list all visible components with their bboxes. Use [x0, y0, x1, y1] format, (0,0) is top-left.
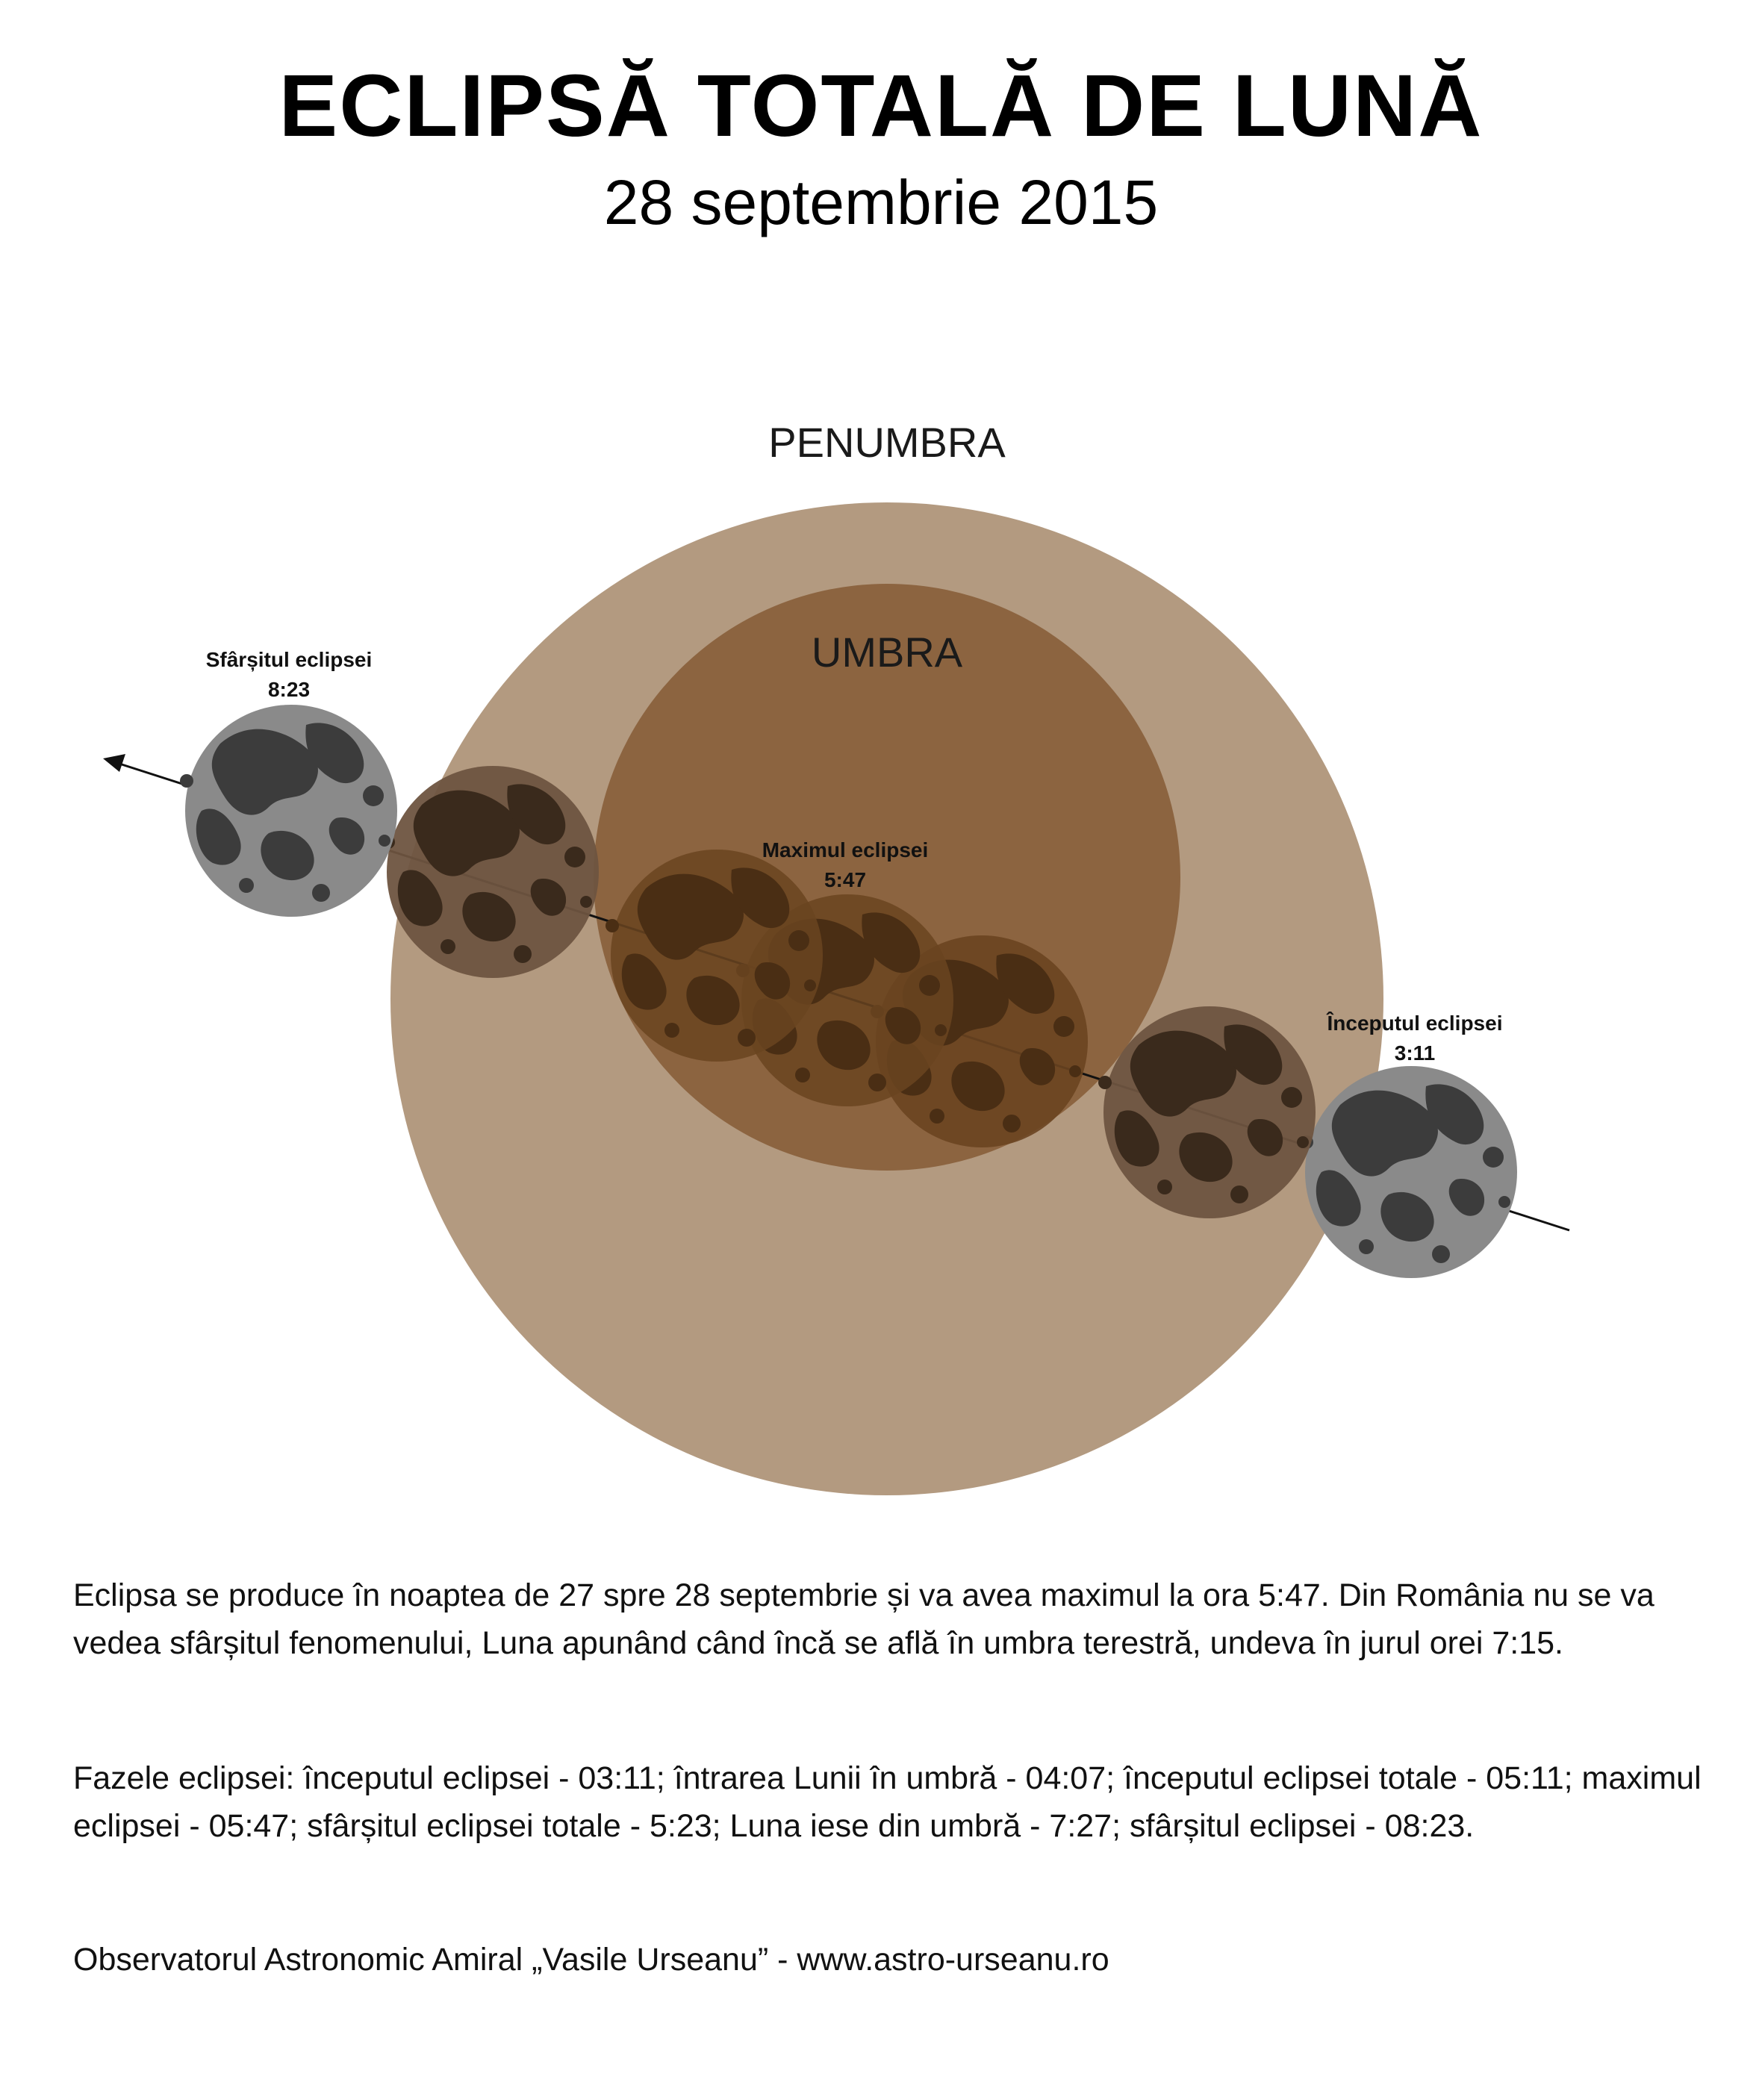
page-subtitle: 28 septembrie 2015 — [603, 167, 1159, 237]
phases-paragraph: Fazele eclipsei: începutul eclipsei - 03:11; întrarea Lunii în umbră - 04:07; începutul eclipsei totale - 05:11; maximul eclipsei - 05:47; sfârșitul eclipsei totale - 5:23; Luna iese din umbră - 7:27; sfârșitul eclipsei - 08:23. — [73, 1760, 1702, 1844]
maximum-label-time: 5:47 — [824, 868, 867, 891]
description-paragraph: Eclipsa se produce în noaptea de 27 spre 28 septembrie și va avea maximul la ora 5:47. Din România nu se va vedea sfârșitul fenomenului, Luna apunând când încă se află în umbra terestră, undeva în jurul orei 7:15. — [73, 1577, 1654, 1661]
page-title: ECLIPSĂ TOTALĂ DE LUNĂ — [278, 57, 1484, 155]
path-arrowhead — [103, 754, 125, 772]
end-label-time: 8:23 — [267, 678, 311, 701]
end-label-name: Sfârșitul eclipsei — [205, 648, 373, 671]
begin-label-time: 3:11 — [1394, 1041, 1436, 1065]
footer-credit: Observatorul Astronomic Amiral „Vasile Urseanu” - www.astro-urseanu.ro — [73, 1942, 1109, 1978]
umbra-label: UMBRA — [811, 629, 963, 676]
moon-end — [180, 705, 397, 917]
penumbra-label: PENUMBRA — [768, 419, 1006, 466]
begin-label-name: Începutul eclipsei — [1327, 1012, 1503, 1035]
maximum-label-name: Maximul eclipsei — [762, 838, 929, 862]
